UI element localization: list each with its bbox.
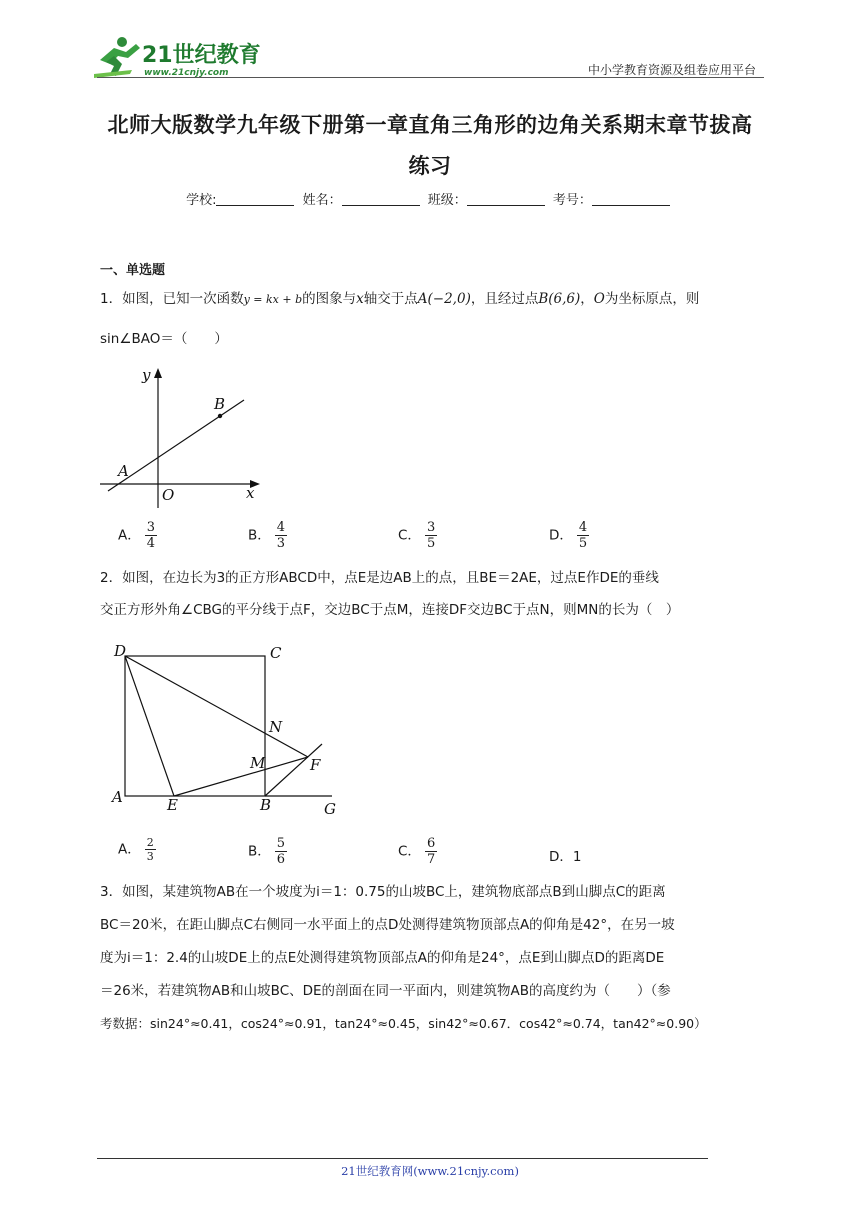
page-title-line2: 练习 [408, 154, 452, 178]
footer-text: 21世纪教育网(www.21cnjy.com) [341, 1164, 519, 1178]
q1-origin: O [593, 291, 605, 307]
school-blank [216, 192, 294, 206]
label-b: B [260, 796, 272, 814]
segment-ef [174, 757, 308, 796]
q1-point-a: A(−2,0) [417, 291, 471, 307]
point-b-dot [218, 414, 222, 418]
section-heading: 一、单选题 [100, 263, 166, 278]
logo-text: 21世纪教育 [142, 43, 261, 68]
q1-options [118, 520, 758, 560]
q1-part: 的图象与 [302, 291, 357, 307]
q3-text-line1: 3．如图，某建筑物AB在一个坡度为i＝1：0.75的山坡BC上，建筑物底部点B到山脚点C的距离 [100, 884, 666, 900]
site-logo [92, 34, 267, 80]
label-a: A [118, 462, 129, 480]
label-g: G [324, 800, 336, 818]
info-name-label: 姓名： [302, 193, 342, 208]
q2-option-d[interactable]: D．1 [549, 849, 582, 865]
header-rule [97, 77, 764, 78]
class-blank [467, 192, 545, 206]
info-number-label: 考号： [552, 193, 592, 208]
label-y: y [142, 366, 151, 384]
q2-option-b[interactable]: B． $\frac{5}{6}$ [248, 836, 286, 867]
logo-url: www.21cnjy.com [144, 68, 229, 78]
q1-part: ，且经过点 [470, 291, 539, 307]
runner-icon [94, 37, 140, 78]
q1-part: 轴交于点 [363, 291, 418, 307]
segment-de [125, 656, 174, 796]
info-class-label: 班级： [427, 193, 467, 208]
q1-option-d[interactable]: D． $\frac{4}{5}$ [549, 520, 588, 551]
number-blank [592, 192, 670, 206]
square-abcd [125, 656, 265, 796]
q1-question-line: sin∠BAO＝（ ） [100, 331, 228, 347]
q2-option-c[interactable]: C． $\frac{6}{7}$ [398, 836, 436, 867]
segment-df [125, 656, 308, 757]
q1-text [100, 289, 765, 310]
platform-name: 中小学教育资源及组卷应用平台 [587, 63, 756, 77]
q3-text-line2: BC＝20米，在距山脚点C右侧同一水平面上的点D处测得建筑物顶部点A的仰角是42°，在另一坡 [100, 917, 675, 933]
page-title-line1: 北师大版数学九年级下册第一章直角三角形的边角关系期末章节拔高 [107, 113, 753, 137]
y-axis-arrow [154, 368, 162, 378]
label-d: D [114, 642, 127, 660]
label-b: B [214, 395, 226, 413]
label-m: M [250, 754, 266, 772]
name-blank [342, 192, 420, 206]
q2-options [118, 836, 758, 876]
label-f: F [310, 756, 321, 774]
q2-text-line1: 2．如图，在边长为3的正方形ABCD中，点E是边AB上的点，且BE＝2AE，过点E作DE的垂线 [100, 570, 659, 586]
q1-part: ， [580, 291, 594, 307]
q2-figure [104, 636, 354, 822]
q1-var: x [356, 291, 364, 307]
label-o: O [162, 486, 175, 504]
q3-text-line3: 度为i＝1：2.4的山坡DE上的点E处测得建筑物顶部点A的仰角是24°，点E到山脚点D的距离DE [100, 950, 665, 966]
footer-rule [97, 1158, 708, 1159]
q3-text-line5: 考数据：sin24°≈0.41，cos24°≈0.91，tan24°≈0.45，sin42°≈0.67．cos42°≈0.74，tan42°≈0.90） [100, 1016, 707, 1031]
q1-point-b: B(6,6) [538, 291, 581, 307]
q1-figure [96, 362, 266, 510]
q1-option-b[interactable]: B． $\frac{4}{3}$ [248, 520, 286, 551]
q1-option-a[interactable]: A． $\frac{3}{4}$ [118, 520, 156, 551]
q2-option-a[interactable]: A． $\frac{2}{3}$ [118, 836, 154, 863]
q1-formula: y = kx + b [243, 293, 303, 306]
q3-text-line4: ＝26米，若建筑物AB和山坡BC、DE的剖面在同一平面内，则建筑物AB的高度约为（ ）（参 [100, 983, 671, 999]
q1-part: 1．如图，已知一次函数 [100, 291, 244, 307]
q2-text-line2: 交正方形外角∠CBG的平分线于点F，交边BC于点M，连接DF交边BC于点N，则MN的长为（ ） [100, 602, 680, 618]
q1-option-c[interactable]: C． $\frac{3}{5}$ [398, 520, 436, 551]
student-info [0, 189, 860, 208]
label-x: x [246, 484, 255, 502]
label-a: A [112, 788, 123, 806]
q1-part: 为坐标原点，则 [604, 291, 700, 307]
label-c: C [270, 644, 282, 662]
label-n: N [269, 718, 283, 736]
label-e: E [167, 796, 178, 814]
info-school-label: 学校: [186, 193, 217, 208]
